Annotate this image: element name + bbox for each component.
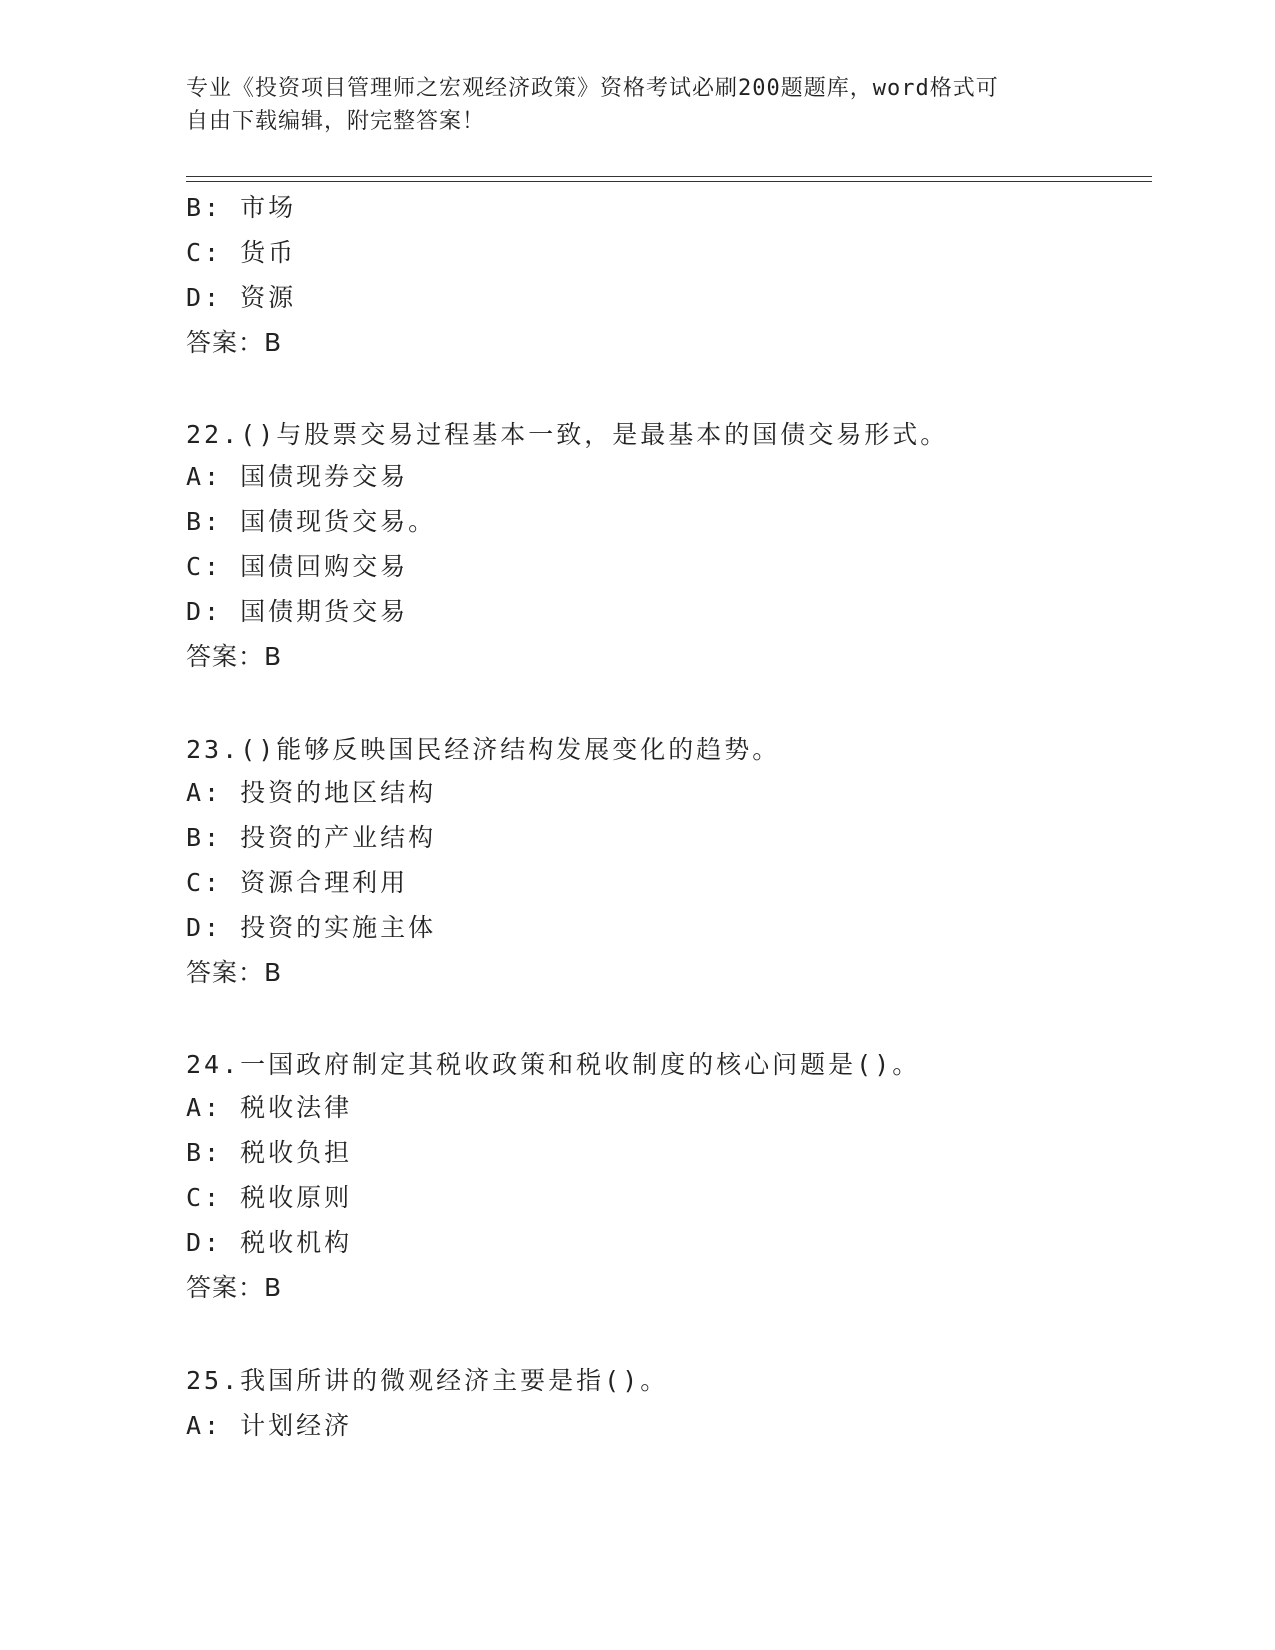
- option-a: A: 税收法律: [186, 1093, 353, 1122]
- option-b: B: 投资的产业结构: [186, 823, 437, 852]
- option-a: A: 投资的地区结构: [186, 778, 437, 807]
- option-b: B: 市场: [186, 193, 297, 222]
- document-header: [186, 72, 1066, 138]
- question-stem: 24.一国政府制定其税收政策和税收制度的核心问题是()。: [186, 1050, 921, 1079]
- answer: 答案：B: [186, 328, 283, 357]
- option-c: C: 货币: [186, 238, 297, 267]
- option-c: C: 资源合理利用: [186, 868, 409, 897]
- header-divider-top: [186, 176, 1152, 177]
- answer: 答案：B: [186, 642, 283, 671]
- answer: 答案：B: [186, 1273, 283, 1302]
- option-d: D: 资源: [186, 283, 297, 312]
- header-divider-bottom: [186, 181, 1152, 182]
- option-c: C: 国债回购交易: [186, 552, 409, 581]
- answer: 答案：B: [186, 958, 283, 987]
- header-title-line-2: 自由下载编辑，附完整答案！: [186, 109, 486, 134]
- option-c: C: 税收原则: [186, 1183, 353, 1212]
- option-d: D: 国债期货交易: [186, 597, 409, 626]
- option-b: B: 税收负担: [186, 1138, 353, 1167]
- question-stem: 23.()能够反映国民经济结构发展变化的趋势。: [186, 735, 781, 764]
- header-title-line-1: 专业《投资项目管理师之宏观经济政策》资格考试必刷200题题库，word格式可: [186, 76, 999, 101]
- option-b: B: 国债现货交易。: [186, 507, 437, 536]
- question-stem: 25.我国所讲的微观经济主要是指()。: [186, 1366, 669, 1395]
- question-stem: 22.()与股票交易过程基本一致，是最基本的国债交易形式。: [186, 420, 949, 449]
- option-d: D: 税收机构: [186, 1228, 353, 1257]
- option-d: D: 投资的实施主体: [186, 913, 437, 942]
- option-a: A: 计划经济: [186, 1411, 353, 1440]
- option-a: A: 国债现券交易: [186, 462, 409, 491]
